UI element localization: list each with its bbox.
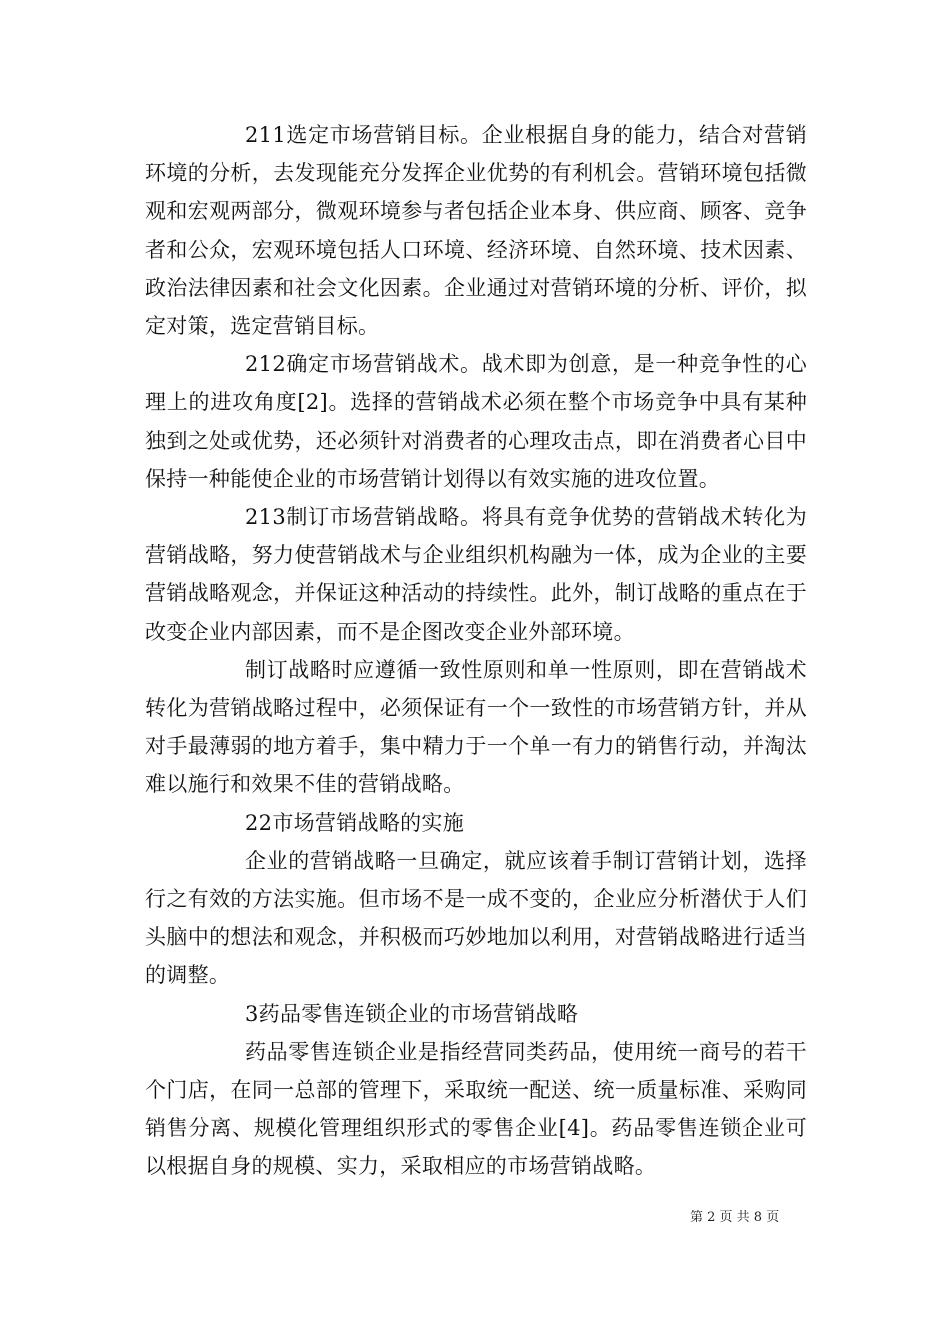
paragraph-strategy-principles: 制订战略时应遵循一致性原则和单一性原则，即在营销战术转化为营销战略过程中，必须保证有一个一致性的市场营销方针，并从对手最薄弱的地方着手，集中精力于一个单一有力的销售行动，并淘汰难以施行和效果不佳的营销战略。 [145,657,807,797]
section-heading-3: 3药品零售连锁企业的市场营销战略 [245,1001,579,1026]
paragraph-213-marketing-strategy: 213制订市场营销战略。将具有竞争优势的营销战术转化为营销战略，努力使营销战术与企业组织机构融为一体，成为企业的主要营销战略观念，并保证这种活动的持续性。此外，制订战略的重点在于改变企业内部因素，而不是企图改变企业外部环境。 [145,505,807,644]
paragraph-pharmacy-chain-definition: 药品零售连锁企业是指经营同类药品，使用统一商号的若干个门店，在同一总部的管理下，采取统一配送、统一质量标准、采购同销售分离、规模化管理组织形式的零售企业[4]。药品零售连锁企业可以根据自身的规模、实力，采取相应的市场营销战略。 [145,1039,807,1179]
paragraph-211-marketing-target: 211选定市场营销目标。企业根据自身的能力，结合对营销环境的分析，去发现能充分发挥企业优势的有利机会。营销环境包括微观和宏观两部分，微观环境参与者包括企业本身、供应商、顾客、竞争者和公众，宏观环境包括人口环境、经济环境、自然环境、技术因素、政治法律因素和社会文化因素。企业通过对营销环境的分析、评价，拟定对策，选定营销目标。 [145,123,807,339]
document-body [145,116,807,1186]
section-heading-22: 22市场营销战略的实施 [245,810,465,835]
page-number-footer: 第 2 页 共 8 页 [690,1210,780,1225]
paragraph-212-marketing-tactics: 212确定市场营销战术。战术即为创意，是一种竞争性的心理上的进攻角度[2]。选择的营销战术必须在整个市场竞争中具有某种独到之处或优势，还必须针对消费者的心理攻击点，即在消费者心目中保持一种能使企业的市场营销计划得以有效实施的进攻位置。 [145,352,807,491]
paragraph-strategy-implementation: 企业的营销战略一旦确定，就应该着手制订营销计划，选择行之有效的方法实施。但市场不是一成不变的，企业应分析潜伏于人们头脑中的想法和观念，并积极而巧妙地加以利用，对营销战略进行适当的调整。 [145,848,807,988]
